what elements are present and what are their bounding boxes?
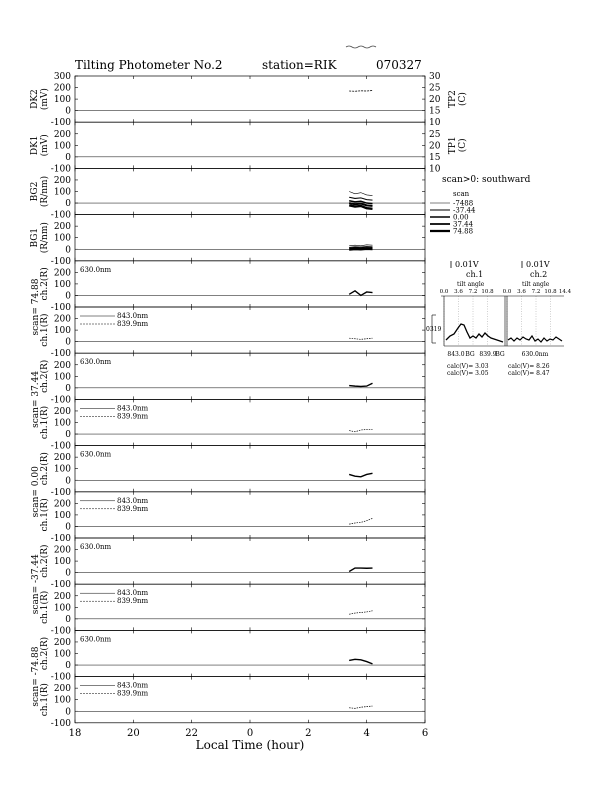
y-tick-label: 100 <box>53 464 71 475</box>
calib-ch2-calc-1: calc(V)= 8.26 <box>508 363 550 370</box>
y-tick-label: -100 <box>50 672 71 683</box>
temp-tick-label: 30 <box>429 72 441 82</box>
series-line <box>349 706 372 708</box>
scan-legend-entry: -37.44 <box>453 206 476 215</box>
y-tick-label: 100 <box>53 649 71 660</box>
y-tick-label: 100 <box>53 418 71 429</box>
y-tick-label: 300 <box>53 72 71 82</box>
line-843-label: 843.0nm <box>117 589 149 598</box>
scan-legend <box>430 175 531 236</box>
svg-text:BG2: BG2 <box>30 181 40 202</box>
svg-text:ch.1(R): ch.1(R) <box>40 683 50 717</box>
series-line <box>349 197 372 200</box>
scan-group-label <box>31 371 41 428</box>
dk2-label <box>30 88 50 110</box>
panel-y-labels <box>30 88 50 716</box>
series-line <box>349 611 372 614</box>
series-line <box>349 291 372 296</box>
panel-bg1 <box>51 215 425 267</box>
svg-text:ch.1(R): ch.1(R) <box>40 405 50 440</box>
x-tick-label: 20 <box>126 727 140 739</box>
line-843-label: 843.0nm <box>117 496 149 505</box>
svg-text:(mV): (mV) <box>40 88 50 111</box>
svg-text:scan= 37.44: scan= 37.44 <box>31 370 41 428</box>
y-tick-label: 0 <box>65 106 71 117</box>
y-tick-label: -100 <box>50 580 71 591</box>
angle-tick-label: 10.8 <box>544 289 557 295</box>
y-tick-label: 100 <box>53 187 71 198</box>
y-tick-label: 0 <box>65 707 71 718</box>
series-line <box>349 249 372 250</box>
temp-tick-label: 25 <box>429 129 441 140</box>
y-tick-label: 200 <box>53 453 71 464</box>
svg-text:ch.1(R): ch.1(R) <box>40 590 50 624</box>
svg-text:(R/nm): (R/nm) <box>40 175 50 208</box>
y-tick-label: -100 <box>50 256 71 267</box>
y-tick-label: 100 <box>53 279 71 290</box>
x-tick-label: 22 <box>185 727 199 739</box>
panel-sm74_ch1 <box>51 677 425 729</box>
calib-bottom-label: BG <box>465 351 475 358</box>
y-tick-label: -100 <box>50 395 71 406</box>
x-tick-label: 4 <box>363 727 370 739</box>
chart-title-instrument: Tilting Photometer No.2 <box>75 58 223 72</box>
series-line <box>349 338 372 339</box>
y-tick-label: 100 <box>53 141 71 152</box>
line-839-label: 839.9nm <box>117 689 149 698</box>
y-tick-label: -100 <box>50 718 71 729</box>
y-tick-label: 200 <box>53 175 71 186</box>
y-tick-label: 200 <box>53 545 71 556</box>
y-tick-label: 0 <box>65 199 71 210</box>
line-839-label: 839.9nm <box>117 597 149 606</box>
y-tick-label: 100 <box>53 233 71 244</box>
y-tick-label: 0 <box>65 661 71 672</box>
panel-bg2 <box>51 168 425 220</box>
scan-group-label <box>31 466 41 518</box>
angle-tick-label: 7.2 <box>468 289 478 295</box>
dk1-label <box>30 134 50 156</box>
y-tick-label: 100 <box>53 95 71 106</box>
panel-sm37_ch1 <box>51 584 425 636</box>
svg-text:ch.2(R): ch.2(R) <box>40 452 50 486</box>
line-843-label: 843.0nm <box>117 404 149 413</box>
calib-ch1-calc-1: calc(V)= 3.03 <box>447 363 489 370</box>
scan-legend-entry: 0.00 <box>453 213 469 222</box>
bg1-label <box>30 222 50 253</box>
y-tick-label: -100 <box>50 118 71 129</box>
series-line <box>349 659 372 664</box>
calib-ch2-name: ch.2 <box>530 270 548 279</box>
y-tick-label: 200 <box>53 314 71 325</box>
panel-s37_ch1 <box>51 399 425 451</box>
series-line <box>349 90 372 91</box>
y-tick-label: 0 <box>65 430 71 441</box>
angle-tick-label: 3.6 <box>454 289 463 295</box>
temp-tick-label: 20 <box>429 95 441 106</box>
y-tick-label: 100 <box>53 326 71 337</box>
angle-tick-label: 0.0 <box>502 289 512 295</box>
x-tick-label: 6 <box>421 727 429 739</box>
y-tick-label: 200 <box>53 499 71 510</box>
y-tick-label: 200 <box>53 684 71 695</box>
svg-text:ch.1(R): ch.1(R) <box>40 498 50 532</box>
scan-legend-entry: 74.88 <box>453 227 474 236</box>
y-tick-label: -100 <box>50 210 71 221</box>
calib-bottom-label: 630.0nm <box>521 351 549 358</box>
calib-bottom-label: BG <box>495 351 505 358</box>
panel-frame <box>75 538 425 584</box>
series-line <box>349 192 372 196</box>
calib-ch1-calc-2: calc(V)= 3.05 <box>447 370 489 377</box>
panel-s74_ch1 <box>51 307 425 359</box>
panel-frame <box>75 446 425 492</box>
y-tick-label: -100 <box>50 349 71 360</box>
series-line <box>349 429 372 431</box>
temp-tick-label: 15 <box>429 152 441 163</box>
line-839-label: 839.9nm <box>117 320 149 328</box>
series-line <box>349 245 372 246</box>
y-tick-label: 0 <box>65 383 71 394</box>
svg-text:(mV): (mV) <box>40 134 50 157</box>
y-tick-label: -100 <box>50 441 71 452</box>
panel-dk2 <box>51 72 425 128</box>
series-line <box>349 518 372 524</box>
y-tick-label: 0 <box>65 245 71 256</box>
angle-tick-label: 0.0 <box>439 289 449 295</box>
svg-text:TP1: TP1 <box>448 136 458 155</box>
panel-dk1 <box>51 122 425 174</box>
line-630-label: 630.0nm <box>80 358 112 367</box>
angle-tick-label: 14.4 <box>558 289 572 295</box>
calib-bottom-label: 843.0 <box>447 351 465 358</box>
panel-frame <box>75 215 425 261</box>
y-tick-label: 0 <box>65 291 71 302</box>
line-630-label: 630.0nm <box>80 450 112 459</box>
line-843-label: 843.0nm <box>117 681 149 690</box>
temp-tick-label: 25 <box>429 83 441 94</box>
svg-text:BG1: BG1 <box>30 227 40 248</box>
svg-text:DK1: DK1 <box>30 135 40 156</box>
y-tick-label: 200 <box>53 83 71 94</box>
panel-frame <box>75 76 425 122</box>
calib-ch2-head: 0.01V <box>526 260 550 269</box>
temp-tick-label: 10 <box>429 118 441 129</box>
y-tick-label: 200 <box>53 637 71 648</box>
y-tick-label: 100 <box>53 603 71 614</box>
y-tick-label: 100 <box>53 510 71 521</box>
y-tick-label: 200 <box>53 360 71 371</box>
y-tick-label: 100 <box>53 695 71 706</box>
top-squiggle <box>346 46 376 48</box>
temp-tick-label: 10 <box>429 164 441 175</box>
angle-tick-label: 7.2 <box>531 289 541 295</box>
calibration-inset <box>426 260 572 377</box>
calib-bottom-label: 839.9 <box>479 351 497 358</box>
svg-text:scan= 74.88: scan= 74.88 <box>31 278 41 336</box>
line-843-label: 843.0nm <box>117 312 149 320</box>
y-tick-label: 200 <box>53 406 71 417</box>
line-630-label: 630.0nm <box>80 543 112 551</box>
line-839-label: 839.9nm <box>117 412 149 421</box>
y-tick-label: 0 <box>65 337 71 348</box>
scan-legend-entry: 37.44 <box>453 220 474 229</box>
y-tick-label: 200 <box>53 268 71 279</box>
svg-text:scan= -37.44: scan= -37.44 <box>31 554 41 615</box>
series-line <box>349 383 372 386</box>
svg-text:ch.2(R): ch.2(R) <box>40 359 50 393</box>
y-tick-label: 0 <box>65 152 71 163</box>
y-tick-label: 0 <box>65 568 71 579</box>
svg-text:(C): (C) <box>458 138 468 153</box>
temp-tick-label: 15 <box>429 106 441 117</box>
svg-text:ch.2(R): ch.2(R) <box>40 267 50 301</box>
y-tick-label: 0 <box>65 614 71 625</box>
calib-ch2-tilt: tilt angle <box>522 281 550 288</box>
panel-frame <box>75 630 425 676</box>
series-line <box>349 473 372 476</box>
line-630-label: 630.0nm <box>80 265 112 274</box>
temp-axis <box>429 72 468 174</box>
y-tick-label: 200 <box>53 129 71 140</box>
svg-text:(C): (C) <box>458 92 468 107</box>
x-tick-label: 2 <box>305 727 312 739</box>
y-tick-label: 0 <box>65 476 71 487</box>
series-line <box>349 568 372 571</box>
svg-text:ch.2(R): ch.2(R) <box>40 636 50 671</box>
chart-title-date: 070327 <box>376 58 422 72</box>
y-tick-label: 0 <box>65 522 71 533</box>
calib-date-label: 0319 <box>426 326 442 333</box>
panel-stack <box>51 72 468 729</box>
svg-text:scan= -74.88: scan= -74.88 <box>31 646 41 707</box>
panel-frame <box>75 261 425 307</box>
svg-text:ch.1(R): ch.1(R) <box>40 313 50 347</box>
calib-ch2-curve <box>508 336 562 342</box>
scan-legend-entry: -7488 <box>453 199 474 208</box>
tp2-label <box>448 90 468 108</box>
calib-ch1-tilt: tilt angle <box>457 281 485 288</box>
y-tick-label: 100 <box>53 557 71 568</box>
scan-group-label <box>31 646 41 706</box>
x-axis-label: Local Time (hour) <box>195 737 305 752</box>
scan-group-label <box>31 554 41 614</box>
svg-text:TP2: TP2 <box>448 90 458 108</box>
scan-legend-title: scan <box>453 190 470 198</box>
panel-frame <box>75 122 425 168</box>
panel-frame <box>75 353 425 399</box>
y-tick-label: 200 <box>53 222 71 233</box>
calib-ch2-calc-2: calc(V)= 8.47 <box>508 370 550 377</box>
y-tick-label: 200 <box>53 591 71 602</box>
angle-tick-label: 10.8 <box>481 289 494 295</box>
svg-text:ch.2(R): ch.2(R) <box>40 544 50 578</box>
calib-ch1-head: 0.01V <box>455 260 479 269</box>
chart-title-station: station=RIK <box>262 58 337 72</box>
y-tick-label: -100 <box>50 626 71 637</box>
panel-s0_ch1 <box>51 492 425 544</box>
y-tick-label: -100 <box>50 534 71 544</box>
scan-group-label <box>31 278 41 335</box>
line-839-label: 839.9nm <box>117 504 149 513</box>
temp-tick-label: 20 <box>429 141 441 152</box>
calib-ch1-name: ch.1 <box>466 270 484 279</box>
calib-ch1-curve <box>446 324 503 342</box>
svg-text:(R/nm): (R/nm) <box>40 222 50 254</box>
x-tick-label: 0 <box>246 727 254 739</box>
y-tick-label: -100 <box>50 164 71 175</box>
x-tick-label: 18 <box>68 727 82 739</box>
line-630-label: 630.0nm <box>80 635 112 644</box>
tp1-label <box>448 136 468 154</box>
bg2-label <box>30 176 50 207</box>
angle-tick-label: 3.6 <box>517 289 526 295</box>
scan-note: scan>0: southward <box>442 175 531 185</box>
svg-text:DK2: DK2 <box>30 89 40 109</box>
x-axis <box>69 728 429 752</box>
y-tick-label: 100 <box>53 372 71 383</box>
svg-text:scan= 0.00: scan= 0.00 <box>31 466 41 518</box>
y-tick-label: -100 <box>50 487 71 498</box>
y-tick-label: -100 <box>50 303 71 313</box>
